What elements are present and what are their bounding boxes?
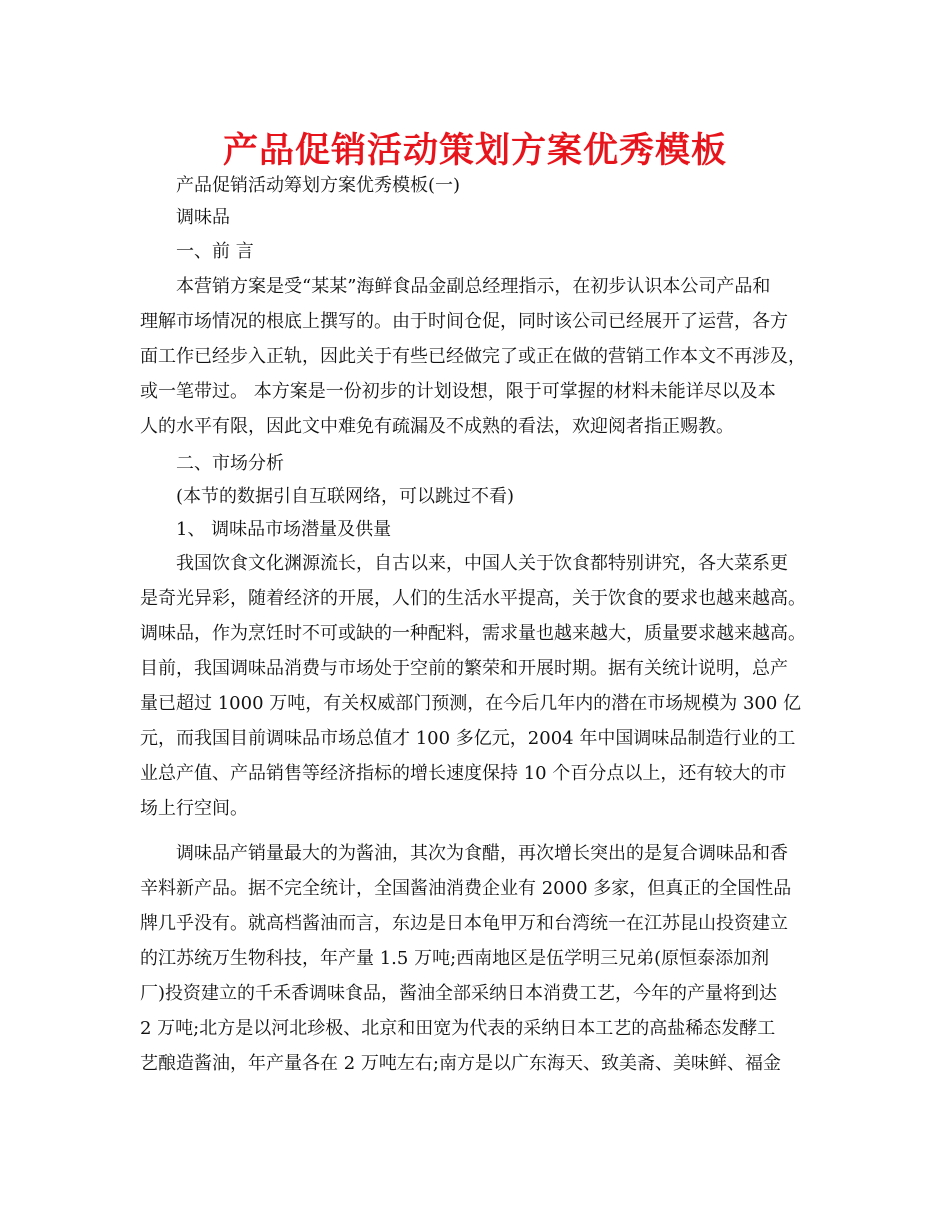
paragraph-line: 元，而我国目前调味品市场总值才 100 多亿元，2004 年中国调味品制造行业的工 (140, 728, 796, 749)
paragraph-line: 调味品产销量最大的为酱油，其次为食醋，再次增长突出的是复合调味品和香 (176, 843, 788, 864)
paragraph-line: 2 万吨;北方是以河北珍极、北京和田宽为代表的采纳日本工艺的高盐稀态发酵工 (140, 1018, 776, 1039)
paragraph-line: 我国饮食文化渊源流长，自古以来，中国人关于饮食都特别讲究，各大菜系更 (176, 553, 788, 574)
paragraph-line: 牌几乎没有。就高档酱油而言，东边是日本龟甲万和台湾统一在江苏昆山投资建立 (140, 913, 788, 934)
paragraph-line: 人的水平有限，因此文中难免有疏漏及不成熟的看法，欢迎阅者指正赐教。 (140, 416, 734, 437)
paragraph-line: 艺酿造酱油，年产量各在 2 万吨左右;南方是以广东海天、致美斋、美味鲜、福金 (140, 1053, 781, 1074)
paragraph-line: 调味品，作为烹饪时不可或缺的一种配料，需求量也越来越大，质量要求越来越高。 (140, 623, 806, 644)
paragraph-line: 是奇光异彩，随着经济的开展，人们的生活水平提高，关于饮食的要求也越来越高。 (140, 588, 806, 609)
data-source-note: (本节的数据引自互联网络，可以跳过不看) (176, 486, 515, 507)
paragraph-line: 辛料新产品。据不完全统计，全国酱油消费企业有 2000 多家，但真正的全国性品 (140, 878, 792, 899)
paragraph-line: 或一笔带过。 本方案是一份初步的计划设想，限于可掌握的材料未能详尽以及本 (140, 381, 776, 402)
paragraph-line: 业总产值、产品销售等经济指标的增长速度保持 10 个百分点以上，还有较大的市 (140, 763, 787, 784)
paragraph-line: 厂)投资建立的千禾香调味食品，酱油全部采纳日本消费工艺，今年的产量将到达 (140, 983, 778, 1004)
subsection-heading: 1、 调味品市场潜量及供量 (176, 519, 392, 540)
paragraph-line: 的江苏统万生物科技，年产量 1.5 万吨;西南地区是伍学明三兄弟(原恒泰添加剂 (140, 948, 770, 969)
category-line: 调味品 (176, 207, 230, 228)
section-heading-market: 二、市场分析 (176, 453, 284, 474)
subtitle-line: 产品促销活动筹划方案优秀模板(一) (176, 175, 461, 196)
section-heading-preface: 一、前 言 (176, 241, 254, 262)
paragraph-line: 场上行空间。 (140, 798, 248, 819)
paragraph-line: 量已超过 1000 万吨，有关权威部门预测，在今后几年内的潜在市场规模为 300 亿 (140, 693, 802, 714)
paragraph-line: 理解市场情况的根底上撰写的。由于时间仓促，同时该公司已经展开了运营，各方 (140, 311, 788, 332)
paragraph-line: 本营销方案是受“某某”海鲜食品金副总经理指示，在初步认识本公司产品和 (176, 276, 771, 297)
document-title: 产品促销活动策划方案优秀模板 (222, 131, 727, 171)
paragraph-line: 面工作已经步入正轨，因此关于有些已经做完了或正在做的营销工作本文不再涉及， (140, 346, 806, 367)
paragraph-line: 目前，我国调味品消费与市场处于空前的繁荣和开展时期。据有关统计说明，总产 (140, 658, 788, 679)
